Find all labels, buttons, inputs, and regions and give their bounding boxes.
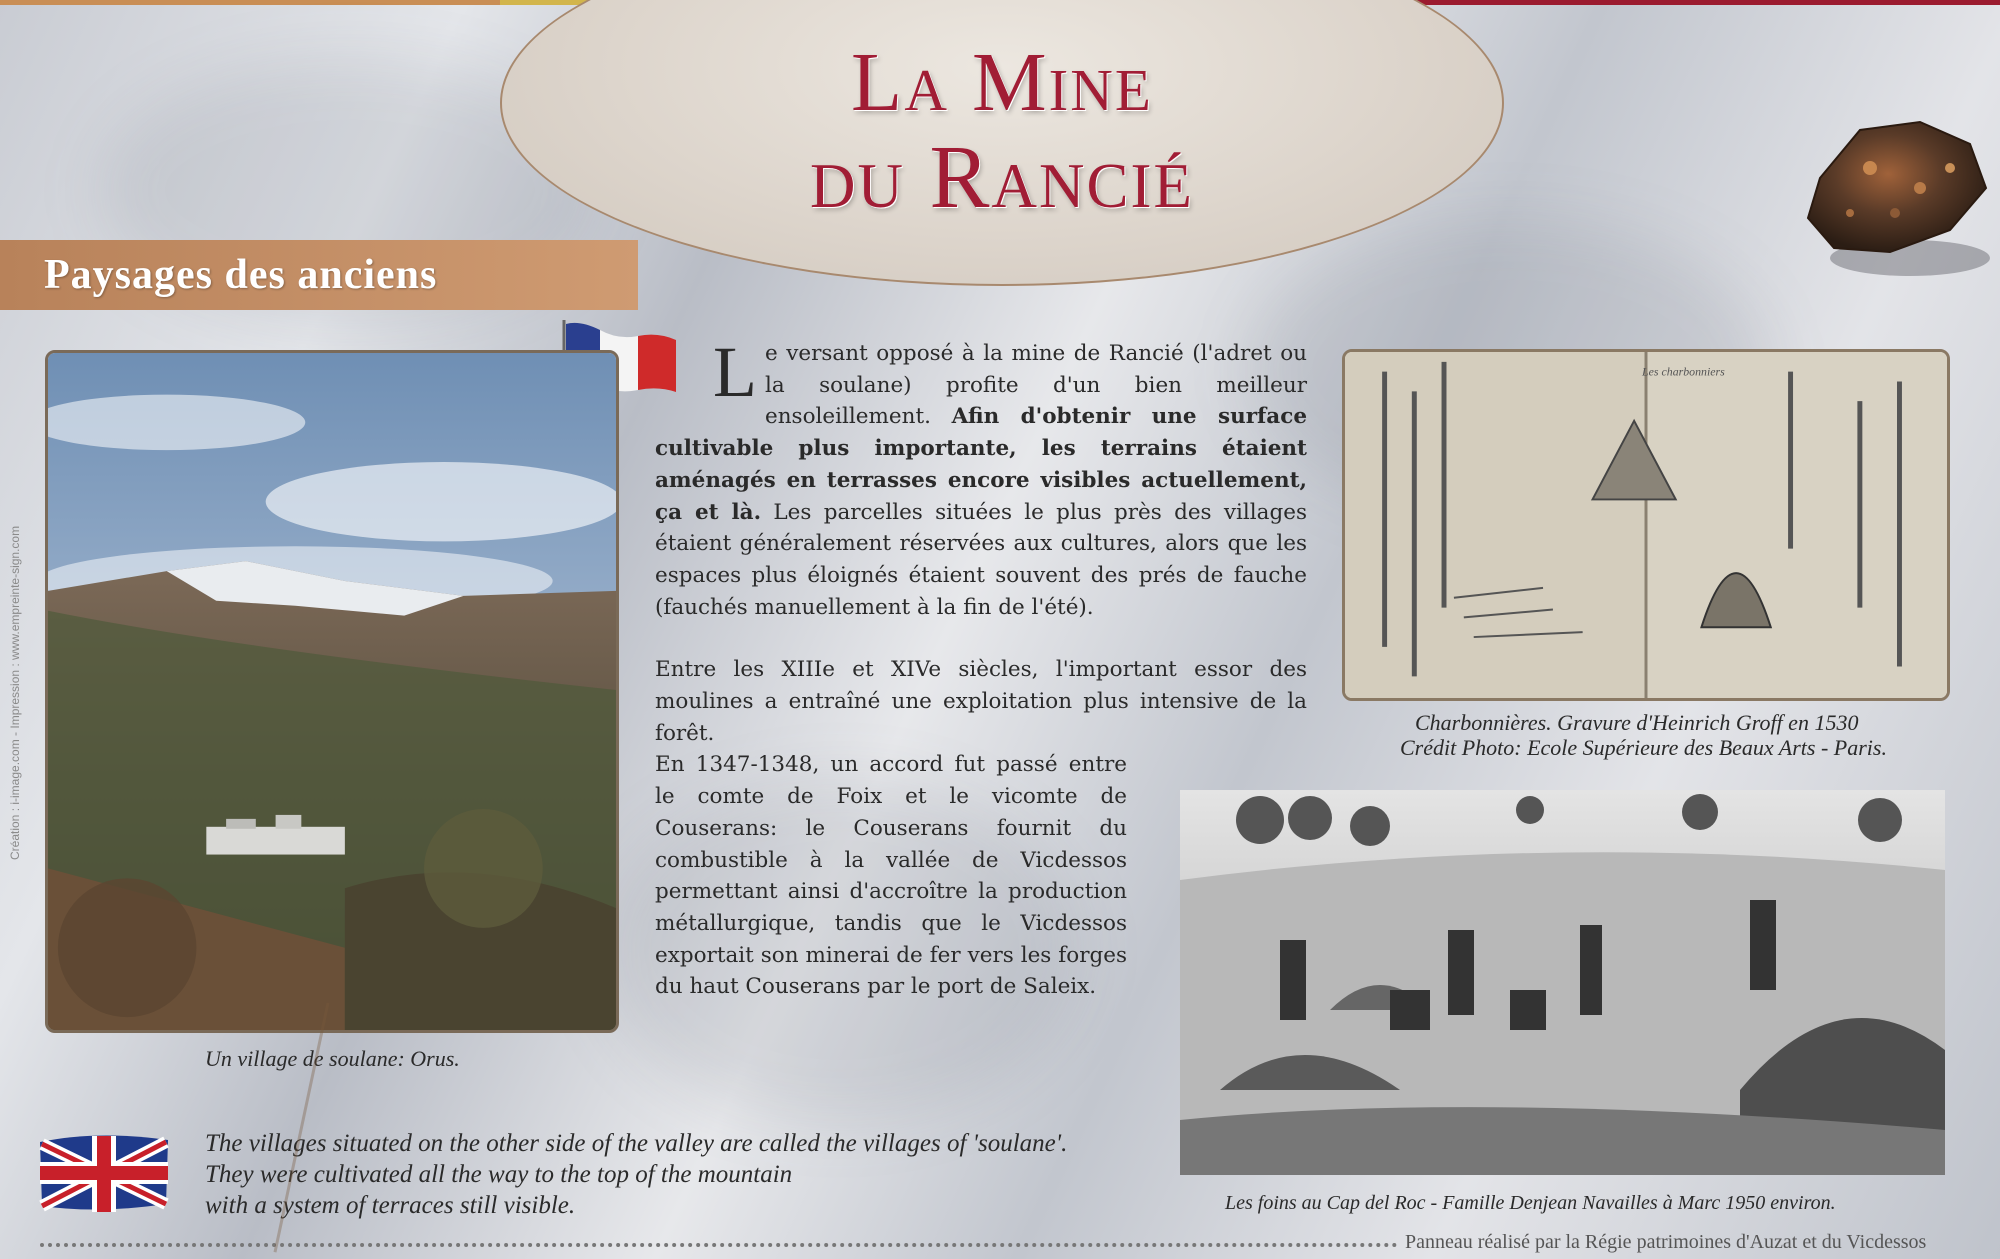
village-photo-caption: Un village de soulane: Orus. (205, 1046, 460, 1071)
vertical-credit: Création : i-image.com - Impression : www.empreinte-sign.com (8, 525, 22, 860)
dropcap: L (713, 332, 757, 412)
ore-rock-icon (1800, 118, 1992, 282)
english-line-1: The villages situated on the other side of the valley are called the villages of 'soulane'. (205, 1130, 1068, 1157)
paragraph-1-start: e versant opposé à la mine de Rancié (l'adret ou la soulane) profite d'un bien meilleur ensoleillement. (764, 341, 1307, 430)
engraving-caption-line1: Charbonnières. Gravure d'Heinrich Groff en 1530 (1415, 710, 1859, 735)
title-line-1: La Mine (851, 36, 1153, 129)
engraving-caption-line2: Crédit Photo: Ecole Supérieure des Beaux Arts - Paris. (1400, 735, 1887, 760)
paragraph-1-bold: Afin d'obtenir une surface cultivable plus importante, les terrains étaient aménagés en terrasses encore visibles actuellement, ça et là. (655, 404, 1307, 525)
paragraph-1 (655, 332, 1307, 623)
paragraph-3: En 1347-1348, un accord fut passé entre le comte de Foix et le vicomte de Couserans: le Couserans fournit du combustible à la vallée de Vicdessos permettant ainsi d'accroître la production métallurgique, tandis que le Vicdessos exportait son minerai de fer vers les forges du haut Couserans par le port de Saleix. (655, 752, 1127, 1000)
english-line-2: They were cultivated all the way to the top of the mountain (205, 1161, 793, 1188)
dotted-divider (40, 1243, 1398, 1247)
main-text-block (655, 332, 1307, 1003)
paragraph-1-end: Les parcelles situées le plus près des villages étaient généralement réservées aux cultures, alors que les espaces plus éloignés étaient souvent des prés de fauche (fauchés manuellement à la fin de l'été). (655, 499, 1307, 620)
title-line-2: du Rancié (810, 128, 1194, 227)
section-banner: Paysages des anciens (0, 240, 638, 310)
haymaking-caption: Les foins au Cap del Roc - Famille Denjean Navailles à Marc 1950 environ. (1225, 1192, 1836, 1214)
paragraph-2: Entre les XIIIe et XIVe siècles, l'important essor des moulines a entraîné une exploitation plus intensive de la forêt. (655, 657, 1307, 746)
engraving-photo (1342, 349, 1950, 701)
title-oval (500, 0, 1504, 286)
british-flag-icon (38, 1134, 170, 1212)
village-photo (45, 350, 619, 1033)
english-summary (205, 1128, 1067, 1221)
engraving-inscription: Les charbonniers (1642, 364, 1725, 379)
footer-credit: Panneau réalisé par la Régie patrimoines d'Auzat et du Vicdessos (1405, 1231, 1927, 1253)
english-line-3: with a system of terraces still visible. (205, 1192, 576, 1219)
